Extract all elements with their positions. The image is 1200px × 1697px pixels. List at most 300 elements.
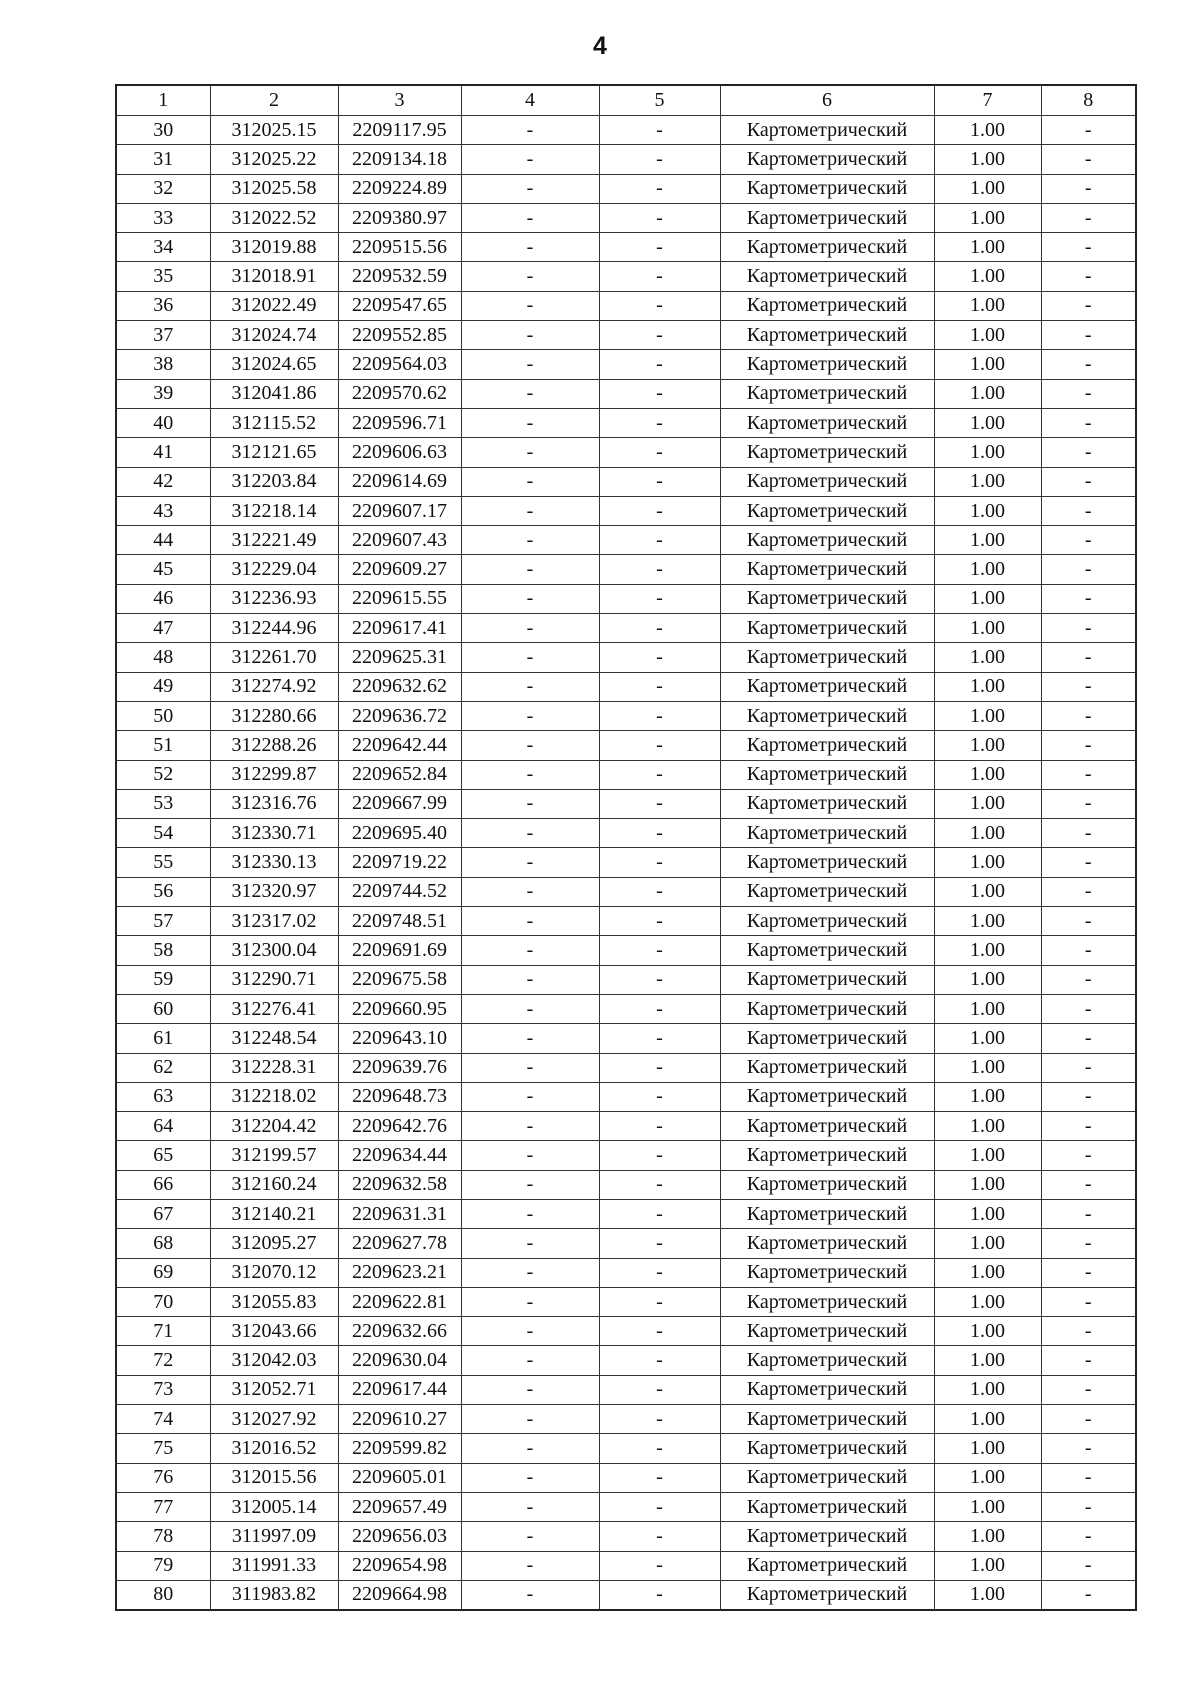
point-number-cell: 73	[116, 1375, 210, 1404]
x-coordinate-cell: 312274.92	[210, 672, 338, 701]
y-coordinate-cell: 2209691.69	[338, 936, 461, 965]
table-row	[116, 731, 1136, 760]
point-number-cell: 64	[116, 1112, 210, 1141]
y-coordinate-cell: 2209643.10	[338, 1024, 461, 1053]
column-8-cell: -	[1041, 1082, 1136, 1111]
column-5-cell: -	[599, 1287, 720, 1316]
point-number-cell: 69	[116, 1258, 210, 1287]
method-cell: Картометрический	[720, 262, 934, 291]
column-8-cell: -	[1041, 965, 1136, 994]
column-header-3: 3	[338, 85, 461, 116]
point-number-cell: 56	[116, 877, 210, 906]
accuracy-cell: 1.00	[934, 1053, 1041, 1082]
y-coordinate-cell: 2209695.40	[338, 819, 461, 848]
column-5-cell: -	[599, 1346, 720, 1375]
y-coordinate-cell: 2209634.44	[338, 1141, 461, 1170]
column-8-cell: -	[1041, 643, 1136, 672]
accuracy-cell: 1.00	[934, 1199, 1041, 1228]
accuracy-cell: 1.00	[934, 1170, 1041, 1199]
point-number-cell: 40	[116, 408, 210, 437]
accuracy-cell: 1.00	[934, 614, 1041, 643]
x-coordinate-cell: 312015.56	[210, 1463, 338, 1492]
y-coordinate-cell: 2209614.69	[338, 467, 461, 496]
column-4-cell: -	[461, 1522, 599, 1551]
method-cell: Картометрический	[720, 116, 934, 145]
point-number-cell: 48	[116, 643, 210, 672]
method-cell: Картометрический	[720, 1375, 934, 1404]
column-4-cell: -	[461, 233, 599, 262]
x-coordinate-cell: 312121.65	[210, 438, 338, 467]
table-row	[116, 350, 1136, 379]
column-8-cell: -	[1041, 994, 1136, 1023]
method-cell: Картометрический	[720, 1551, 934, 1580]
point-number-cell: 53	[116, 789, 210, 818]
column-4-cell: -	[461, 1112, 599, 1141]
y-coordinate-cell: 2209610.27	[338, 1405, 461, 1434]
column-5-cell: -	[599, 760, 720, 789]
x-coordinate-cell: 312229.04	[210, 555, 338, 584]
method-cell: Картометрический	[720, 379, 934, 408]
point-number-cell: 37	[116, 321, 210, 350]
x-coordinate-cell: 312018.91	[210, 262, 338, 291]
y-coordinate-cell: 2209380.97	[338, 203, 461, 232]
column-4-cell: -	[461, 1434, 599, 1463]
x-coordinate-cell: 311991.33	[210, 1551, 338, 1580]
point-number-cell: 68	[116, 1229, 210, 1258]
column-8-cell: -	[1041, 467, 1136, 496]
column-8-cell: -	[1041, 1463, 1136, 1492]
y-coordinate-cell: 2209617.44	[338, 1375, 461, 1404]
y-coordinate-cell: 2209657.49	[338, 1492, 461, 1521]
column-4-cell: -	[461, 936, 599, 965]
y-coordinate-cell: 2209547.65	[338, 291, 461, 320]
method-cell: Картометрический	[720, 1287, 934, 1316]
method-cell: Картометрический	[720, 555, 934, 584]
method-cell: Картометрический	[720, 672, 934, 701]
y-coordinate-cell: 2209607.43	[338, 526, 461, 555]
column-8-cell: -	[1041, 350, 1136, 379]
method-cell: Картометрический	[720, 203, 934, 232]
y-coordinate-cell: 2209631.31	[338, 1199, 461, 1228]
column-4-cell: -	[461, 848, 599, 877]
column-5-cell: -	[599, 496, 720, 525]
column-5-cell: -	[599, 1405, 720, 1434]
y-coordinate-cell: 2209656.03	[338, 1522, 461, 1551]
table-row	[116, 1317, 1136, 1346]
accuracy-cell: 1.00	[934, 965, 1041, 994]
accuracy-cell: 1.00	[934, 760, 1041, 789]
method-cell: Картометрический	[720, 819, 934, 848]
accuracy-cell: 1.00	[934, 1082, 1041, 1111]
point-number-cell: 45	[116, 555, 210, 584]
column-4-cell: -	[461, 408, 599, 437]
method-cell: Картометрический	[720, 1463, 934, 1492]
accuracy-cell: 1.00	[934, 643, 1041, 672]
column-5-cell: -	[599, 1112, 720, 1141]
point-number-cell: 33	[116, 203, 210, 232]
column-4-cell: -	[461, 1492, 599, 1521]
x-coordinate-cell: 312042.03	[210, 1346, 338, 1375]
column-header-4: 4	[461, 85, 599, 116]
method-cell: Картометрический	[720, 1082, 934, 1111]
point-number-cell: 31	[116, 145, 210, 174]
column-8-cell: -	[1041, 526, 1136, 555]
y-coordinate-cell: 2209570.62	[338, 379, 461, 408]
x-coordinate-cell: 312019.88	[210, 233, 338, 262]
method-cell: Картометрический	[720, 848, 934, 877]
method-cell: Картометрический	[720, 789, 934, 818]
y-coordinate-cell: 2209632.66	[338, 1317, 461, 1346]
x-coordinate-cell: 312290.71	[210, 965, 338, 994]
column-8-cell: -	[1041, 877, 1136, 906]
accuracy-cell: 1.00	[934, 438, 1041, 467]
column-4-cell: -	[461, 116, 599, 145]
x-coordinate-cell: 312300.04	[210, 936, 338, 965]
column-8-cell: -	[1041, 848, 1136, 877]
accuracy-cell: 1.00	[934, 1024, 1041, 1053]
method-cell: Картометрический	[720, 408, 934, 437]
x-coordinate-cell: 312330.71	[210, 819, 338, 848]
table-row	[116, 174, 1136, 203]
point-number-cell: 42	[116, 467, 210, 496]
method-cell: Картометрический	[720, 526, 934, 555]
table-row	[116, 1053, 1136, 1082]
method-cell: Картометрический	[720, 1024, 934, 1053]
column-4-cell: -	[461, 760, 599, 789]
method-cell: Картометрический	[720, 1405, 934, 1434]
y-coordinate-cell: 2209630.04	[338, 1346, 461, 1375]
point-number-cell: 30	[116, 116, 210, 145]
x-coordinate-cell: 312055.83	[210, 1287, 338, 1316]
accuracy-cell: 1.00	[934, 1112, 1041, 1141]
table-row	[116, 1287, 1136, 1316]
x-coordinate-cell: 312025.22	[210, 145, 338, 174]
accuracy-cell: 1.00	[934, 555, 1041, 584]
table-row	[116, 614, 1136, 643]
table-row	[116, 145, 1136, 174]
column-5-cell: -	[599, 174, 720, 203]
accuracy-cell: 1.00	[934, 877, 1041, 906]
table-row	[116, 1199, 1136, 1228]
column-4-cell: -	[461, 701, 599, 730]
x-coordinate-cell: 312261.70	[210, 643, 338, 672]
y-coordinate-cell: 2209636.72	[338, 701, 461, 730]
y-coordinate-cell: 2209564.03	[338, 350, 461, 379]
table-row	[116, 321, 1136, 350]
y-coordinate-cell: 2209744.52	[338, 877, 461, 906]
column-5-cell: -	[599, 1551, 720, 1580]
table-row	[116, 526, 1136, 555]
y-coordinate-cell: 2209654.98	[338, 1551, 461, 1580]
point-number-cell: 75	[116, 1434, 210, 1463]
x-coordinate-cell: 312221.49	[210, 526, 338, 555]
column-4-cell: -	[461, 203, 599, 232]
x-coordinate-cell: 312330.13	[210, 848, 338, 877]
method-cell: Картометрический	[720, 496, 934, 525]
x-coordinate-cell: 312248.54	[210, 1024, 338, 1053]
y-coordinate-cell: 2209605.01	[338, 1463, 461, 1492]
y-coordinate-cell: 2209552.85	[338, 321, 461, 350]
method-cell: Картометрический	[720, 1258, 934, 1287]
x-coordinate-cell: 312280.66	[210, 701, 338, 730]
method-cell: Картометрический	[720, 701, 934, 730]
column-5-cell: -	[599, 1375, 720, 1404]
point-number-cell: 34	[116, 233, 210, 262]
y-coordinate-cell: 2209117.95	[338, 116, 461, 145]
y-coordinate-cell: 2209599.82	[338, 1434, 461, 1463]
method-cell: Картометрический	[720, 291, 934, 320]
x-coordinate-cell: 312244.96	[210, 614, 338, 643]
column-5-cell: -	[599, 614, 720, 643]
column-8-cell: -	[1041, 116, 1136, 145]
y-coordinate-cell: 2209606.63	[338, 438, 461, 467]
column-5-cell: -	[599, 1082, 720, 1111]
column-4-cell: -	[461, 291, 599, 320]
table-row	[116, 1463, 1136, 1492]
point-number-cell: 43	[116, 496, 210, 525]
accuracy-cell: 1.00	[934, 1229, 1041, 1258]
table-row	[116, 233, 1136, 262]
table-row	[116, 1170, 1136, 1199]
column-header-6: 6	[720, 85, 934, 116]
column-4-cell: -	[461, 1551, 599, 1580]
method-cell: Картометрический	[720, 965, 934, 994]
column-8-cell: -	[1041, 1258, 1136, 1287]
point-number-cell: 78	[116, 1522, 210, 1551]
column-5-cell: -	[599, 262, 720, 291]
accuracy-cell: 1.00	[934, 145, 1041, 174]
table-row	[116, 1141, 1136, 1170]
accuracy-cell: 1.00	[934, 408, 1041, 437]
y-coordinate-cell: 2209642.44	[338, 731, 461, 760]
accuracy-cell: 1.00	[934, 1434, 1041, 1463]
x-coordinate-cell: 312218.14	[210, 496, 338, 525]
point-number-cell: 71	[116, 1317, 210, 1346]
table-header	[116, 85, 1136, 116]
column-5-cell: -	[599, 1053, 720, 1082]
page-number: 4	[593, 32, 607, 60]
column-8-cell: -	[1041, 614, 1136, 643]
point-number-cell: 61	[116, 1024, 210, 1053]
column-4-cell: -	[461, 907, 599, 936]
accuracy-cell: 1.00	[934, 701, 1041, 730]
accuracy-cell: 1.00	[934, 789, 1041, 818]
column-5-cell: -	[599, 994, 720, 1023]
column-8-cell: -	[1041, 936, 1136, 965]
point-number-cell: 32	[116, 174, 210, 203]
point-number-cell: 44	[116, 526, 210, 555]
column-4-cell: -	[461, 174, 599, 203]
method-cell: Картометрический	[720, 877, 934, 906]
point-number-cell: 77	[116, 1492, 210, 1521]
column-4-cell: -	[461, 555, 599, 584]
column-8-cell: -	[1041, 731, 1136, 760]
column-4-cell: -	[461, 1287, 599, 1316]
accuracy-cell: 1.00	[934, 1551, 1041, 1580]
column-8-cell: -	[1041, 1141, 1136, 1170]
accuracy-cell: 1.00	[934, 1258, 1041, 1287]
y-coordinate-cell: 2209622.81	[338, 1287, 461, 1316]
x-coordinate-cell: 312140.21	[210, 1199, 338, 1228]
method-cell: Картометрический	[720, 438, 934, 467]
column-5-cell: -	[599, 1434, 720, 1463]
y-coordinate-cell: 2209607.17	[338, 496, 461, 525]
column-8-cell: -	[1041, 496, 1136, 525]
method-cell: Картометрический	[720, 614, 934, 643]
column-5-cell: -	[599, 1199, 720, 1228]
accuracy-cell: 1.00	[934, 379, 1041, 408]
accuracy-cell: 1.00	[934, 584, 1041, 613]
method-cell: Картометрический	[720, 1434, 934, 1463]
accuracy-cell: 1.00	[934, 1141, 1041, 1170]
x-coordinate-cell: 312199.57	[210, 1141, 338, 1170]
y-coordinate-cell: 2209639.76	[338, 1053, 461, 1082]
column-8-cell: -	[1041, 672, 1136, 701]
x-coordinate-cell: 312043.66	[210, 1317, 338, 1346]
column-8-cell: -	[1041, 701, 1136, 730]
x-coordinate-cell: 311997.09	[210, 1522, 338, 1551]
table-row	[116, 1580, 1136, 1610]
x-coordinate-cell: 312025.15	[210, 116, 338, 145]
column-5-cell: -	[599, 936, 720, 965]
column-5-cell: -	[599, 1024, 720, 1053]
column-8-cell: -	[1041, 1434, 1136, 1463]
column-4-cell: -	[461, 614, 599, 643]
column-8-cell: -	[1041, 1024, 1136, 1053]
column-4-cell: -	[461, 1375, 599, 1404]
accuracy-cell: 1.00	[934, 1375, 1041, 1404]
point-number-cell: 66	[116, 1170, 210, 1199]
point-number-cell: 59	[116, 965, 210, 994]
x-coordinate-cell: 312070.12	[210, 1258, 338, 1287]
column-4-cell: -	[461, 438, 599, 467]
y-coordinate-cell: 2209664.98	[338, 1580, 461, 1610]
column-8-cell: -	[1041, 174, 1136, 203]
method-cell: Картометрический	[720, 321, 934, 350]
accuracy-cell: 1.00	[934, 994, 1041, 1023]
y-coordinate-cell: 2209224.89	[338, 174, 461, 203]
point-number-cell: 47	[116, 614, 210, 643]
table-row	[116, 1375, 1136, 1404]
x-coordinate-cell: 312022.49	[210, 291, 338, 320]
column-4-cell: -	[461, 643, 599, 672]
column-5-cell: -	[599, 555, 720, 584]
x-coordinate-cell: 312276.41	[210, 994, 338, 1023]
method-cell: Картометрический	[720, 350, 934, 379]
table-row	[116, 994, 1136, 1023]
x-coordinate-cell: 312115.52	[210, 408, 338, 437]
point-number-cell: 62	[116, 1053, 210, 1082]
method-cell: Картометрический	[720, 907, 934, 936]
column-5-cell: -	[599, 467, 720, 496]
point-number-cell: 57	[116, 907, 210, 936]
column-4-cell: -	[461, 584, 599, 613]
table-row	[116, 936, 1136, 965]
point-number-cell: 80	[116, 1580, 210, 1610]
column-8-cell: -	[1041, 321, 1136, 350]
method-cell: Картометрический	[720, 467, 934, 496]
column-8-cell: -	[1041, 1112, 1136, 1141]
table-row	[116, 672, 1136, 701]
accuracy-cell: 1.00	[934, 1346, 1041, 1375]
method-cell: Картометрический	[720, 233, 934, 262]
x-coordinate-cell: 312316.76	[210, 789, 338, 818]
x-coordinate-cell: 312022.52	[210, 203, 338, 232]
accuracy-cell: 1.00	[934, 496, 1041, 525]
y-coordinate-cell: 2209667.99	[338, 789, 461, 818]
column-4-cell: -	[461, 789, 599, 818]
column-4-cell: -	[461, 1170, 599, 1199]
column-4-cell: -	[461, 1580, 599, 1610]
x-coordinate-cell: 312041.86	[210, 379, 338, 408]
table-row	[116, 1405, 1136, 1434]
column-8-cell: -	[1041, 760, 1136, 789]
column-5-cell: -	[599, 965, 720, 994]
table-row	[116, 1112, 1136, 1141]
x-coordinate-cell: 312024.74	[210, 321, 338, 350]
column-4-cell: -	[461, 379, 599, 408]
accuracy-cell: 1.00	[934, 291, 1041, 320]
table-row	[116, 408, 1136, 437]
point-number-cell: 65	[116, 1141, 210, 1170]
column-5-cell: -	[599, 789, 720, 818]
column-5-cell: -	[599, 1141, 720, 1170]
y-coordinate-cell: 2209632.62	[338, 672, 461, 701]
column-8-cell: -	[1041, 291, 1136, 320]
column-8-cell: -	[1041, 1229, 1136, 1258]
table-row	[116, 1492, 1136, 1521]
method-cell: Картометрический	[720, 1112, 934, 1141]
y-coordinate-cell: 2209632.58	[338, 1170, 461, 1199]
column-8-cell: -	[1041, 408, 1136, 437]
point-number-cell: 36	[116, 291, 210, 320]
x-coordinate-cell: 312027.92	[210, 1405, 338, 1434]
column-4-cell: -	[461, 731, 599, 760]
point-number-cell: 58	[116, 936, 210, 965]
table-row	[116, 496, 1136, 525]
accuracy-cell: 1.00	[934, 203, 1041, 232]
x-coordinate-cell: 312025.58	[210, 174, 338, 203]
point-number-cell: 72	[116, 1346, 210, 1375]
x-coordinate-cell: 312016.52	[210, 1434, 338, 1463]
column-4-cell: -	[461, 965, 599, 994]
method-cell: Картометрический	[720, 1229, 934, 1258]
y-coordinate-cell: 2209748.51	[338, 907, 461, 936]
column-5-cell: -	[599, 672, 720, 701]
accuracy-cell: 1.00	[934, 936, 1041, 965]
table-row	[116, 438, 1136, 467]
method-cell: Картометрический	[720, 584, 934, 613]
column-4-cell: -	[461, 1053, 599, 1082]
y-coordinate-cell: 2209617.41	[338, 614, 461, 643]
table-row	[116, 1229, 1136, 1258]
table-row	[116, 877, 1136, 906]
column-4-cell: -	[461, 1317, 599, 1346]
y-coordinate-cell: 2209134.18	[338, 145, 461, 174]
point-number-cell: 67	[116, 1199, 210, 1228]
method-cell: Картометрический	[720, 1346, 934, 1375]
column-5-cell: -	[599, 291, 720, 320]
accuracy-cell: 1.00	[934, 321, 1041, 350]
accuracy-cell: 1.00	[934, 848, 1041, 877]
y-coordinate-cell: 2209625.31	[338, 643, 461, 672]
table-row	[116, 907, 1136, 936]
column-8-cell: -	[1041, 1053, 1136, 1082]
method-cell: Картометрический	[720, 760, 934, 789]
point-number-cell: 79	[116, 1551, 210, 1580]
accuracy-cell: 1.00	[934, 467, 1041, 496]
point-number-cell: 55	[116, 848, 210, 877]
